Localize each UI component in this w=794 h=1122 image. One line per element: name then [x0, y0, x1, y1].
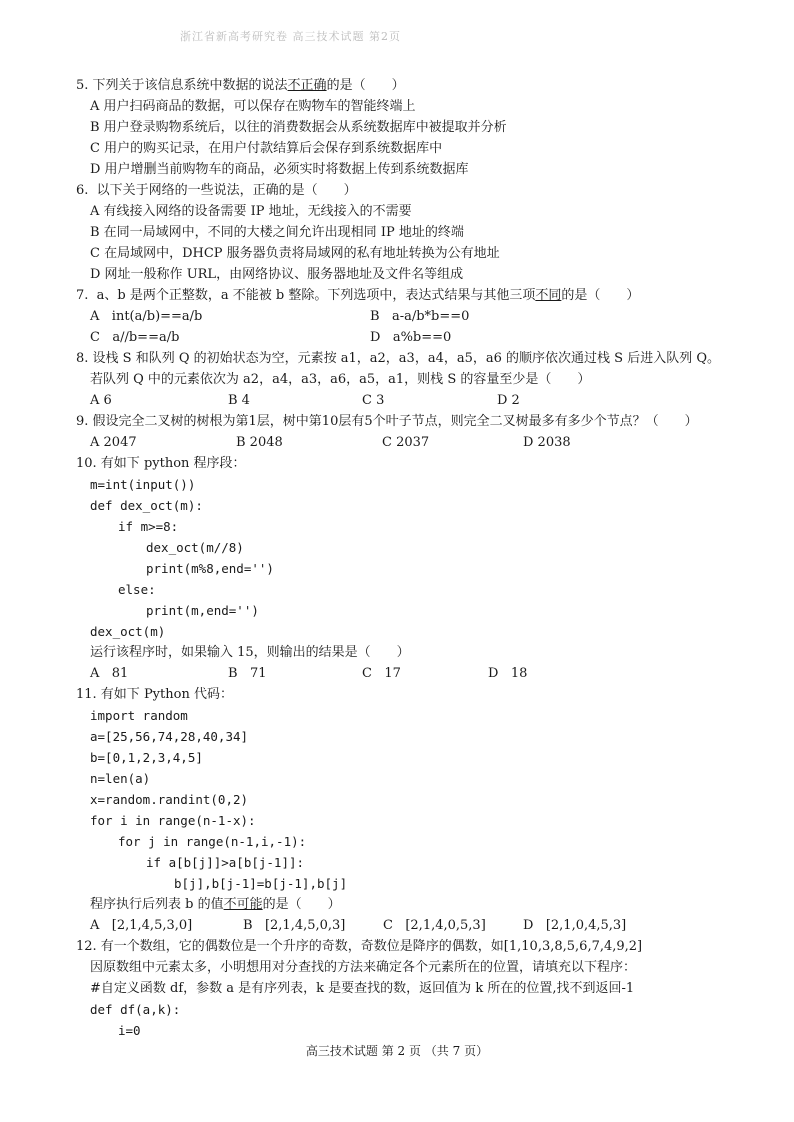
q8-option-c: C 3 — [362, 393, 385, 408]
q7-stem-b: 的是（ ） — [561, 288, 640, 303]
q5-option-d: D 用户增删当前购物车的商品，必须实时将数据上传到系统数据库 — [90, 162, 469, 177]
q6-option-c: C 在局域网中，DHCP 服务器负责将局域网的私有地址转换为公有地址 — [90, 246, 500, 261]
q10-code-line: else: — [118, 582, 156, 597]
q11-code-line: n=len(a) — [90, 771, 151, 786]
q9-option-d: D 2038 — [523, 435, 571, 450]
q5-option-b: B 用户登录购物系统后，以往的消费数据会从系统数据库中被提取并分析 — [90, 120, 507, 135]
q11-option-a: A [2,1,4,5,3,0] — [90, 918, 193, 933]
q5-option-c: C 用户的购买记录，在用户付款结算后会保存到系统数据库中 — [90, 141, 443, 156]
q7-option-c: C a//b==a/b — [90, 330, 180, 345]
q10-code-line: print(m,end='') — [146, 603, 259, 618]
q12-stem-line2: 因原数组中元素太多，小明想用对分查找的方法来确定各个元素所在的位置，请填充以下程序： — [90, 960, 637, 975]
q7-stem — [76, 286, 639, 306]
q6-stem: 6. 以下关于网络的一些说法，正确的是（ ） — [76, 183, 357, 198]
q6-option-d: D 网址一般称作 URL，由网络协议、服务器地址及文件名等组成 — [90, 267, 464, 282]
q11-question-b: 的是（ ） — [262, 897, 341, 912]
q7-option-b: B a-a/b*b==0 — [370, 309, 470, 324]
q12-code-line: i=0 — [118, 1023, 141, 1038]
q8-stem-line1: 8. 设栈 S 和队列 Q 的初始状态为空，元素按 a1，a2，a3，a4，a5，a6 的顺序依次通过栈 S 后进入队列 Q。 — [76, 351, 720, 366]
q8-stem-line2: 若队列 Q 中的元素依次为 a2，a4，a3，a6，a5，a1，则栈 S 的容量至少是（ ） — [90, 372, 591, 387]
q10-option-d: D 18 — [488, 666, 528, 681]
q6-option-a: A 有线接入网络的设备需要 IP 地址，无线接入的不需要 — [90, 204, 412, 219]
q11-option-c: C [2,1,4,0,5,3] — [383, 918, 486, 933]
q6-option-b: B 在同一局域网中，不同的大楼之间允许出现相同 IP 地址的终端 — [90, 225, 464, 240]
q10-question: 运行该程序时，如果输入 15，则输出的结果是（ ） — [90, 645, 410, 660]
q12-code-comment: #自定义函数 df，参数 a 是有序列表，k 是要查找的数，返回值为 k 所在的位置,找不到返回-1 — [90, 981, 635, 996]
q12-stem-line1: 12. 有一个数组，它的偶数位是一个升序的奇数，奇数位是降序的偶数，如[1,10,3,8,5,6,7,4,9,2] — [76, 939, 643, 954]
q8-option-d: D 2 — [497, 393, 520, 408]
q5-option-a: A 用户扫码商品的数据，可以保存在购物车的智能终端上 — [90, 99, 416, 114]
q11-code-line: for j in range(n-1,i,-1): — [118, 834, 307, 849]
q11-question-a: 程序执行后列表 b 的值 — [90, 897, 224, 912]
q10-stem: 10. 有如下 python 程序段： — [76, 456, 246, 471]
q7-stem-underlined: 不同 — [535, 288, 562, 303]
q9-stem: 9. 假设完全二叉树的树根为第1层，树中第10层有5个叶子节点，则完全二叉树最多有多少个节点？（ ） — [76, 414, 698, 429]
q11-question — [90, 895, 341, 915]
q10-option-c: C 17 — [362, 666, 401, 681]
q11-option-d: D [2,1,0,4,5,3] — [523, 918, 627, 933]
q11-question-underlined: 不可能 — [223, 897, 263, 912]
q10-code-line: dex_oct(m) — [90, 624, 166, 639]
q7-stem-a: 7. a、b 是两个正整数，a 不能被 b 整除。下列选项中，表达式结果与其他三项 — [76, 288, 536, 303]
q10-code-line: m=int(input()) — [90, 477, 196, 492]
q10-code-line: if m>=8: — [118, 519, 179, 534]
q12-code-line: def df(a,k): — [90, 1002, 181, 1017]
q9-option-b: B 2048 — [236, 435, 283, 450]
q10-code-line: def dex_oct(m): — [90, 498, 203, 513]
q5-stem-underlined: 不正确 — [287, 78, 327, 93]
q11-stem: 11. 有如下 Python 代码： — [76, 687, 233, 702]
q8-option-b: B 4 — [228, 393, 250, 408]
q11-option-b: B [2,1,4,5,0,3] — [243, 918, 346, 933]
q10-option-b: B 71 — [228, 666, 267, 681]
q11-code-line: b=[0,1,2,3,4,5] — [90, 750, 203, 765]
q11-code-line: b[j],b[j-1]=b[j-1],b[j] — [174, 876, 348, 891]
q9-option-c: C 2037 — [382, 435, 430, 450]
faint-header: 浙江省新高考研究卷 高三技术试题 第2页 — [180, 30, 401, 42]
q7-option-d: D a%b==0 — [370, 330, 452, 345]
q10-code-line: print(m%8,end='') — [146, 561, 274, 576]
q9-option-a: A 2047 — [90, 435, 137, 450]
page-footer: 高三技术试题 第 2 页 （共 7 页） — [305, 1044, 489, 1058]
q11-code-line: a=[25,56,74,28,40,34] — [90, 729, 249, 744]
q10-option-a: A 81 — [90, 666, 129, 681]
q5-stem-a: 5. 下列关于该信息系统中数据的说法 — [76, 78, 288, 93]
q7-option-a: A int(a/b)==a/b — [90, 309, 203, 324]
q8-option-a: A 6 — [90, 393, 112, 408]
q11-code-line: import random — [90, 708, 188, 723]
q5-stem-b: 的是（ ） — [326, 78, 405, 93]
q11-code-line: x=random.randint(0,2) — [90, 792, 249, 807]
q10-code-line: dex_oct(m//8) — [146, 540, 244, 555]
q5-stem — [76, 76, 405, 96]
q11-code-line: for i in range(n-1-x): — [90, 813, 256, 828]
q11-code-line: if a[b[j]]>a[b[j-1]]: — [146, 855, 305, 870]
